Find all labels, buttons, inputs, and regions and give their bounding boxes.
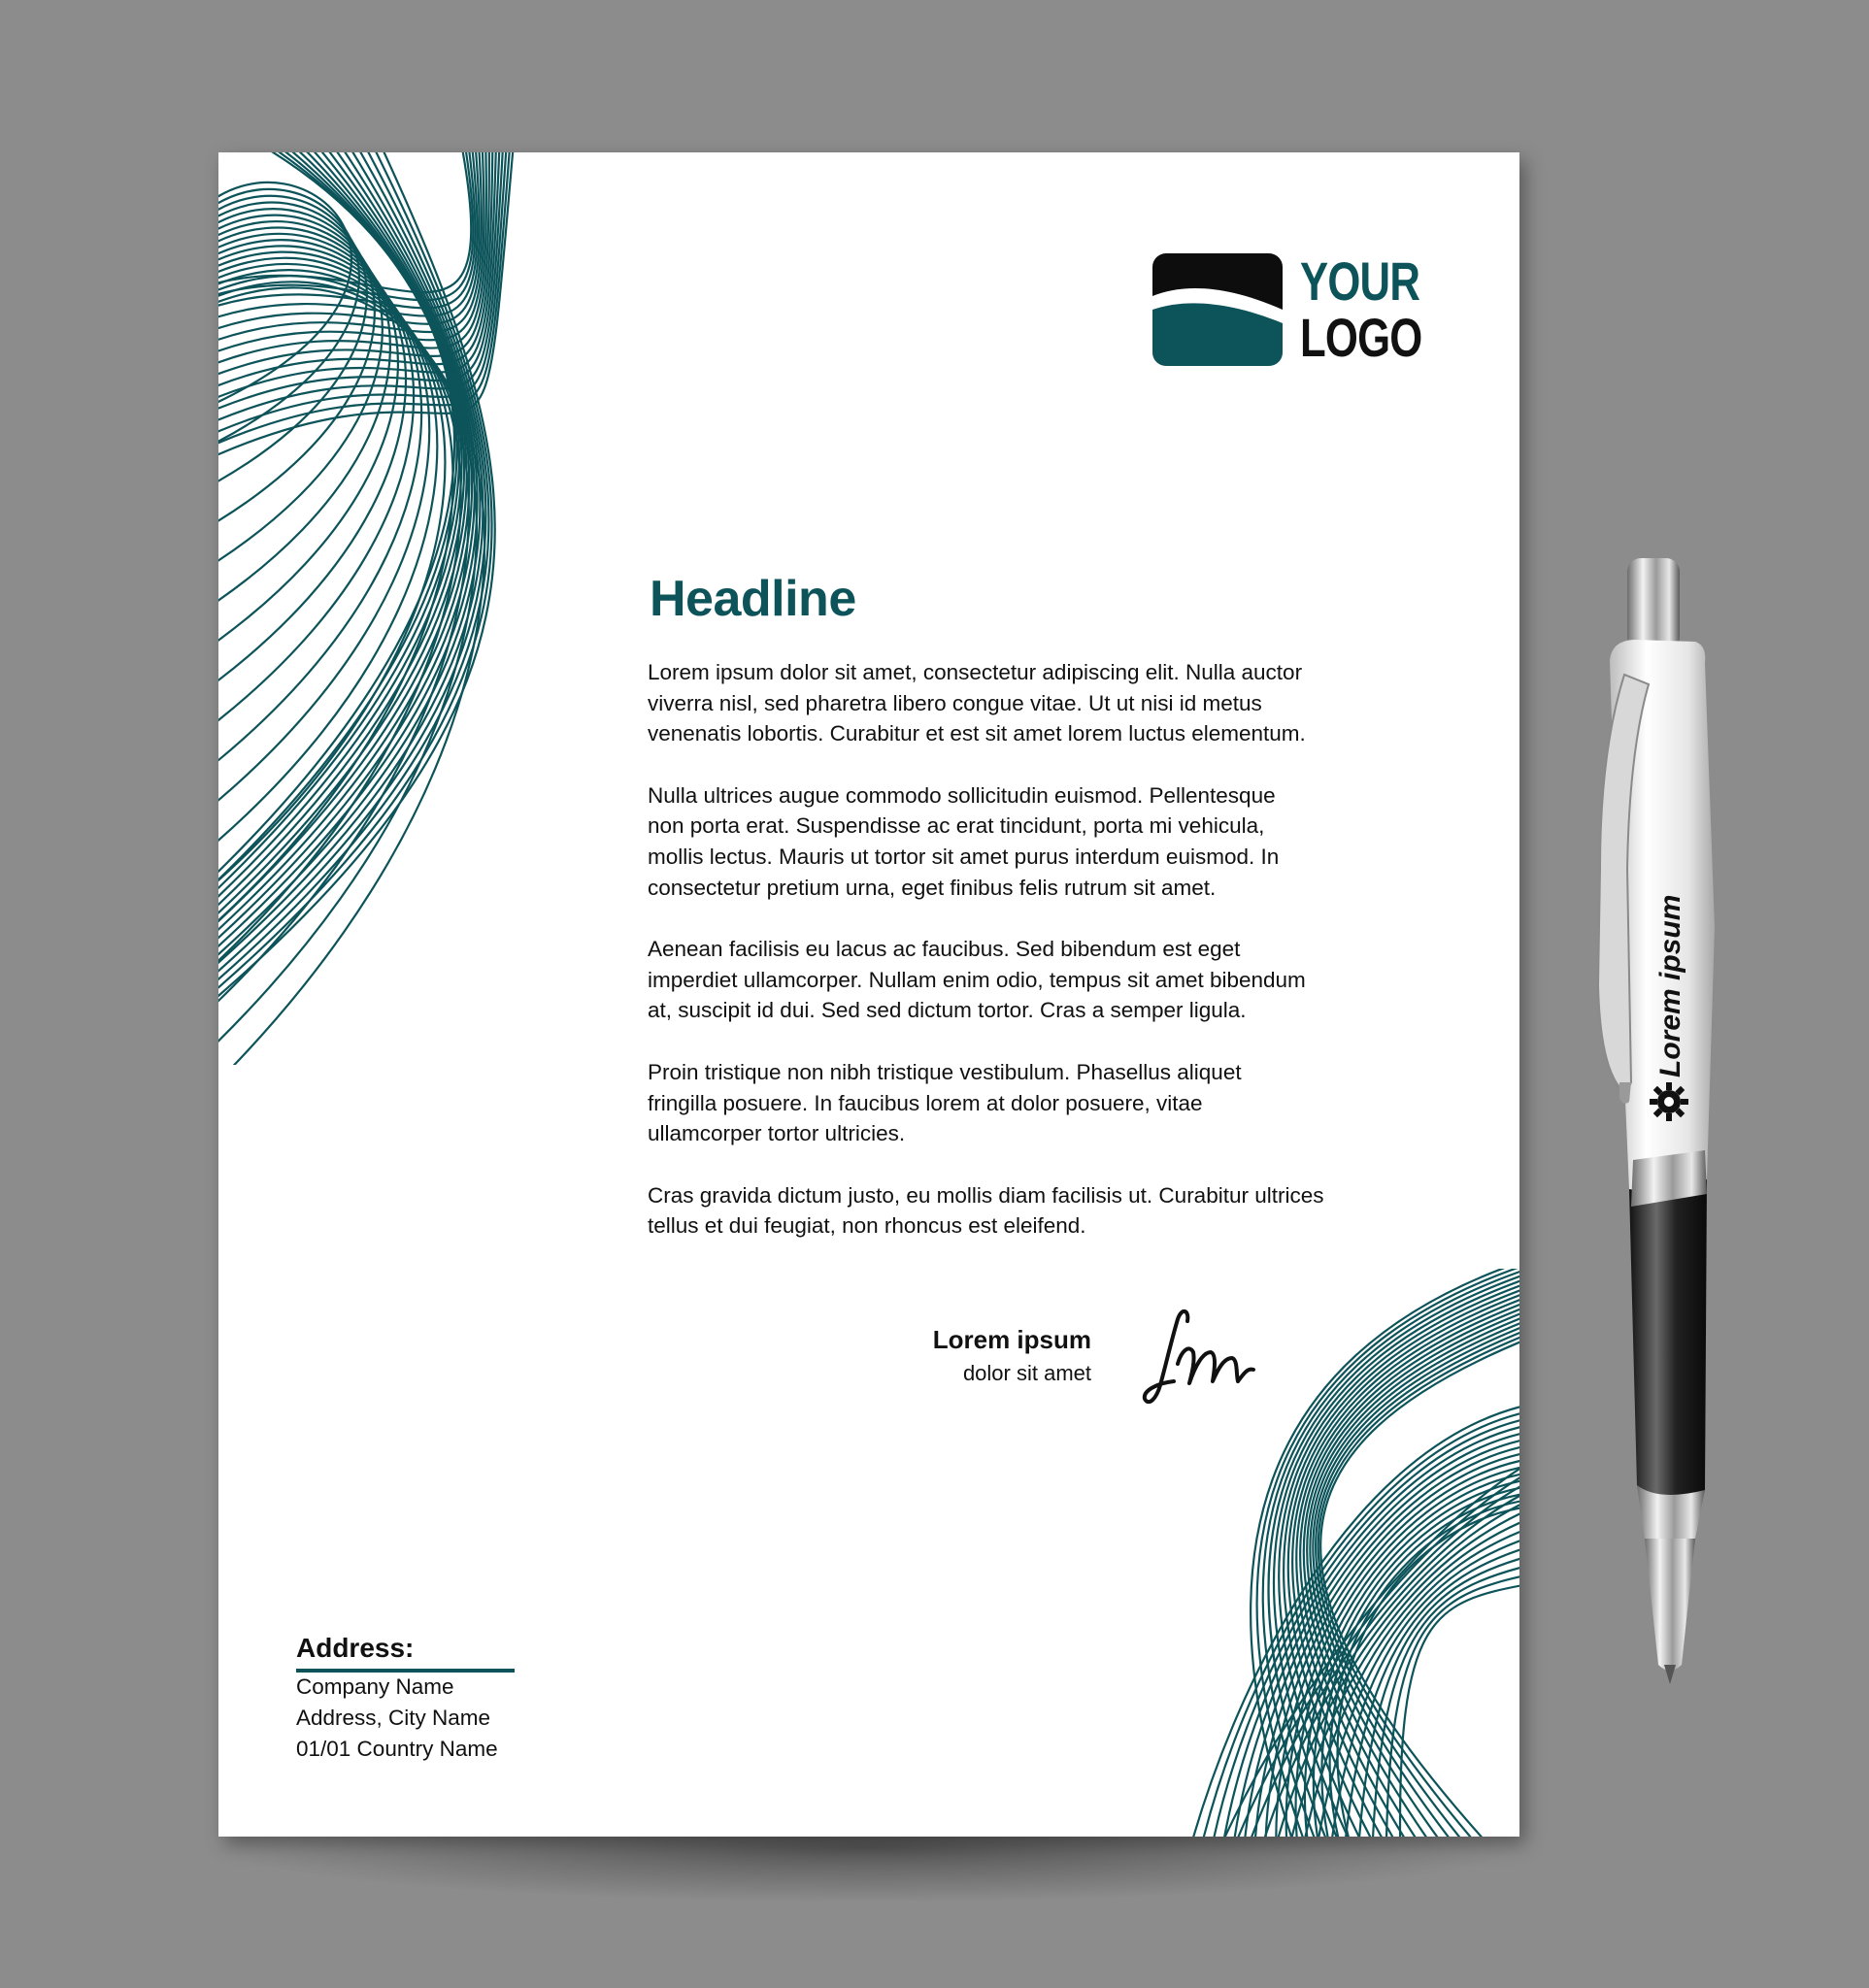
letterhead-page [218, 152, 1519, 1837]
logo-mark-icon [1152, 253, 1283, 366]
body-paragraph: Nulla ultrices augue commodo sollicitudin euismod. Pellentesque non porta erat. Suspendisse ac erat tincidunt, porta mi vehicula, mollis lectus. Mauris ut tortor sit amet purus interdum euismod. In consectetur pretium urna, eget finibus felis rutrum sit amet. [648, 782, 1280, 900]
address-divider [296, 1669, 515, 1673]
handwritten-signature [1131, 1306, 1311, 1412]
gear-icon [1650, 1082, 1688, 1121]
address-street-city: Address, City Name [296, 1706, 491, 1730]
logo-text-line1: YOUR [1300, 250, 1420, 312]
letter-body [648, 657, 1424, 1273]
company-logo [1152, 250, 1434, 370]
headline: Headline [650, 571, 856, 627]
body-paragraph: Cras gravida dictum justo, eu mollis diam facilisis ut. Curabitur ultrices tellus et dui feugiat, non rhoncus est eleifend. [648, 1182, 1324, 1239]
paper-shadow [212, 1825, 1522, 1903]
signatory-role: dolor sit amet [962, 1361, 1091, 1385]
logo-text-line2: LOGO [1300, 307, 1422, 368]
address-country: 01/01 Country Name [296, 1737, 498, 1761]
body-paragraph: Aenean facilisis eu lacus ac faucibus. Sed bibendum est eget imperdiet ullamcorper. Nullam enim odio, tempus sit amet bibendum at, suscipit id dui. Sed sed dictum tortor. Cras a semper ligula. [648, 937, 1306, 1023]
body-paragraph: Proin tristique non nibh tristique vestibulum. Phasellus aliquet fringilla posuere. In faucibus lorem at dolor posuere, vitae ullamcorper tortor ultricies. [648, 1059, 1242, 1146]
pen-brand-text: Lorem ipsum [1654, 894, 1686, 1077]
body-paragraph: Lorem ipsum dolor sit amet, consectetur adipiscing elit. Nulla auctor viverra nisl, sed pharetra libero congue vitae. Ut ut nisi id metus venenatis lobortis. Curabitur et est sit amet lorem luctus elementum. [648, 660, 1306, 746]
ballpoint-pen [1581, 558, 1736, 1694]
signatory-name: Lorem ipsum [932, 1325, 1091, 1354]
address-label: Address: [296, 1633, 415, 1663]
address-company: Company Name [296, 1674, 454, 1699]
guilloche-pattern-top-left [218, 152, 704, 1065]
